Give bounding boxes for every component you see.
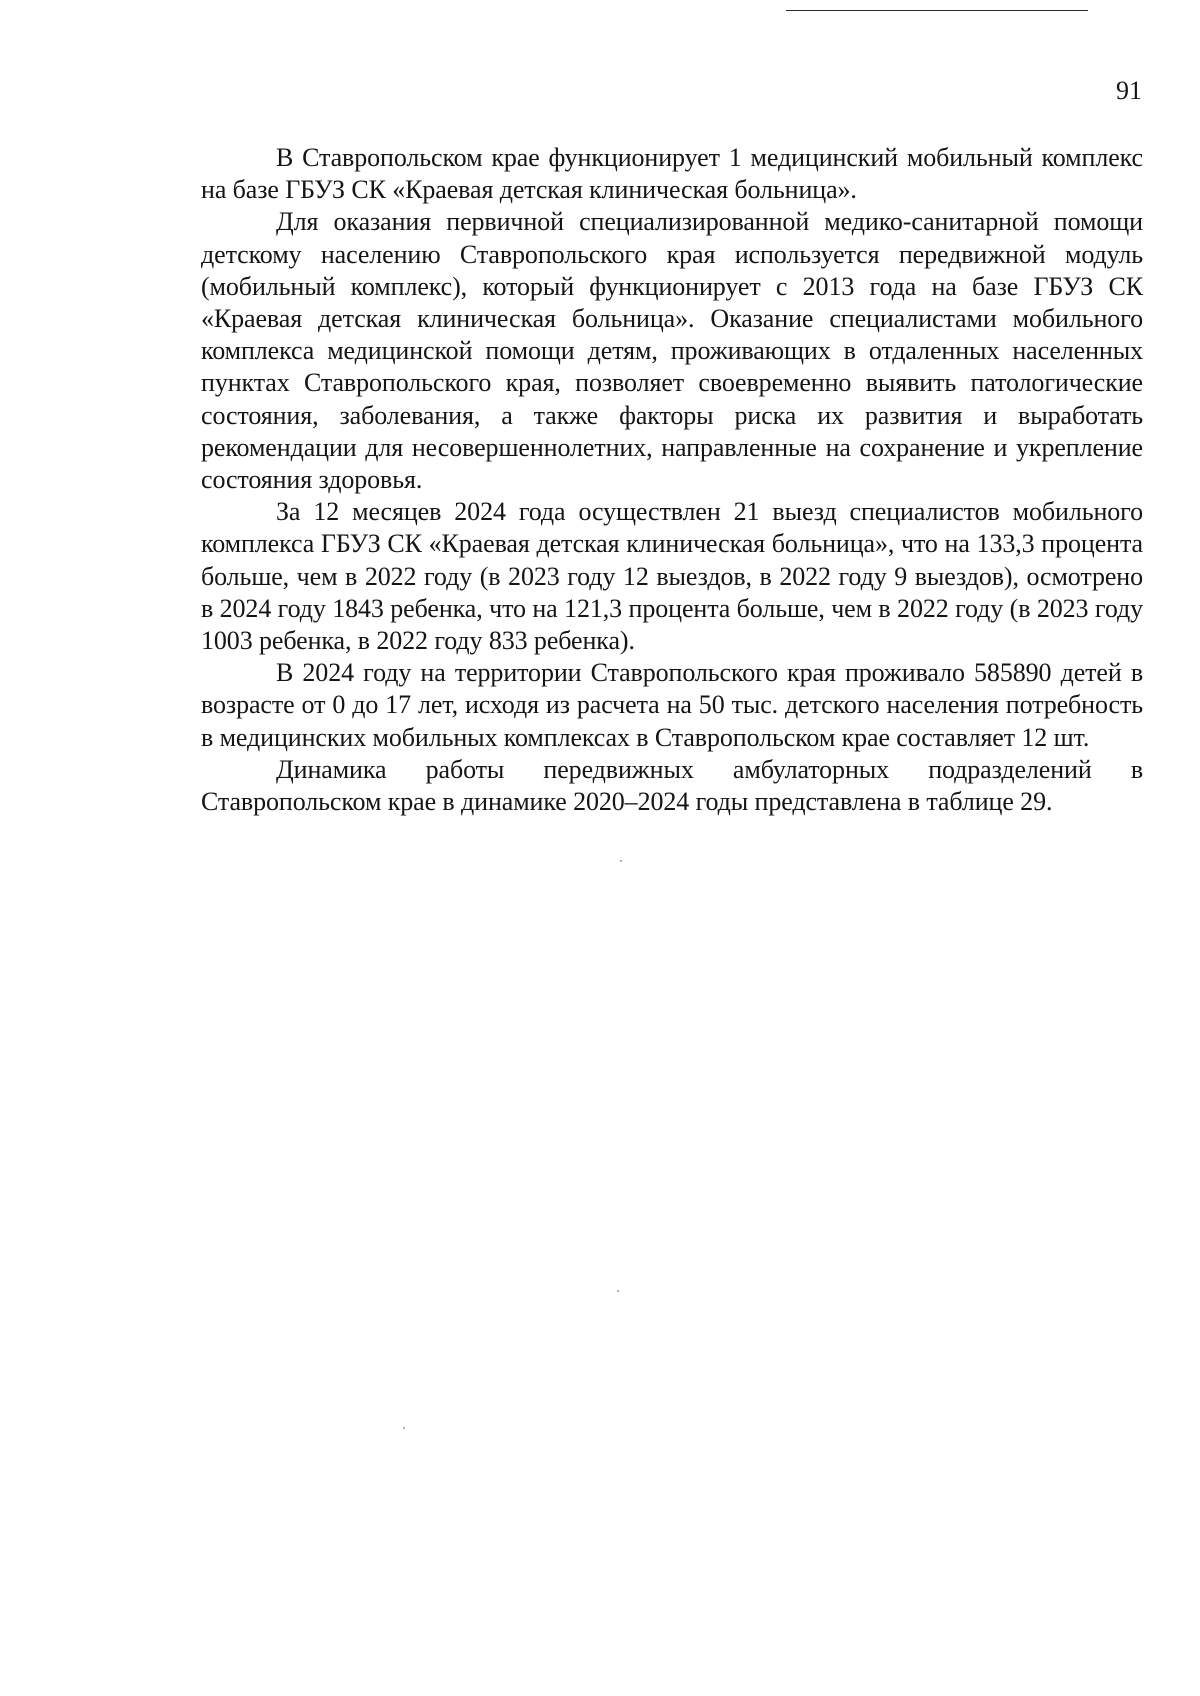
scan-speck <box>620 860 622 862</box>
paragraph-visits-2024: За 12 месяцев 2024 года осуществлен 21 выезд специалистов мобильного комплекса ГБУЗ СК «Краевая детская клиническая больница», что на 133,3 процента больше, чем в 2022 году (в 2023 году 12 выездов, в 2022 году 9 выездов), осмотрено в 2024 году 1843 ребенка, что на 121,3 процента больше, чем в 2022 году (в 2023 году 1003 ребенка, в 2022 году 833 ребенка). <box>201 497 1143 656</box>
page-number: 91 <box>1116 76 1142 105</box>
paragraph-child-population: В 2024 году на территории Ставропольского края проживало 585890 детей в возрасте от 0 до 17 лет, исходя из расчета на 50 тыс. детского населения потребность в медицинских мобильных комплексах в Ставропольском крае составляет 12 шт. <box>201 658 1143 752</box>
paragraph-mobile-complex: В Ставропольском крае функционирует 1 медицинский мобильный комплекс на базе ГБУЗ СК «Краевая детская клиническая больница». <box>201 143 1143 205</box>
scan-speck <box>403 1427 405 1429</box>
paragraph-table-reference: Динамика работы передвижных амбулаторных подразделений в Ставропольском крае в динамике 2020–2024 годы представлена в таблице 29. <box>201 754 1143 817</box>
paragraph-mobile-module: Для оказания первичной специализированной медико-санитарной помощи детскому населению Ставропольского края используется передвижной модуль (мобильный комплекс), который функционирует с 2013 года на базе ГБУЗ СК «Краевая детская клиническая больница». Оказание специалистами мобильного комплекса медицинской помощи детям, проживающих в отдаленных населенных пунктах Ставропольского края, позволяет своевременно выявить патологические состояния, заболевания, а также факторы риска их развития и выработать рекомендации для несовершеннолетних, направленные на сохранение и укрепление состояния здоровья. <box>201 207 1143 495</box>
top-rule <box>786 10 1088 11</box>
scan-speck <box>617 1290 619 1292</box>
body-text <box>201 142 1143 818</box>
